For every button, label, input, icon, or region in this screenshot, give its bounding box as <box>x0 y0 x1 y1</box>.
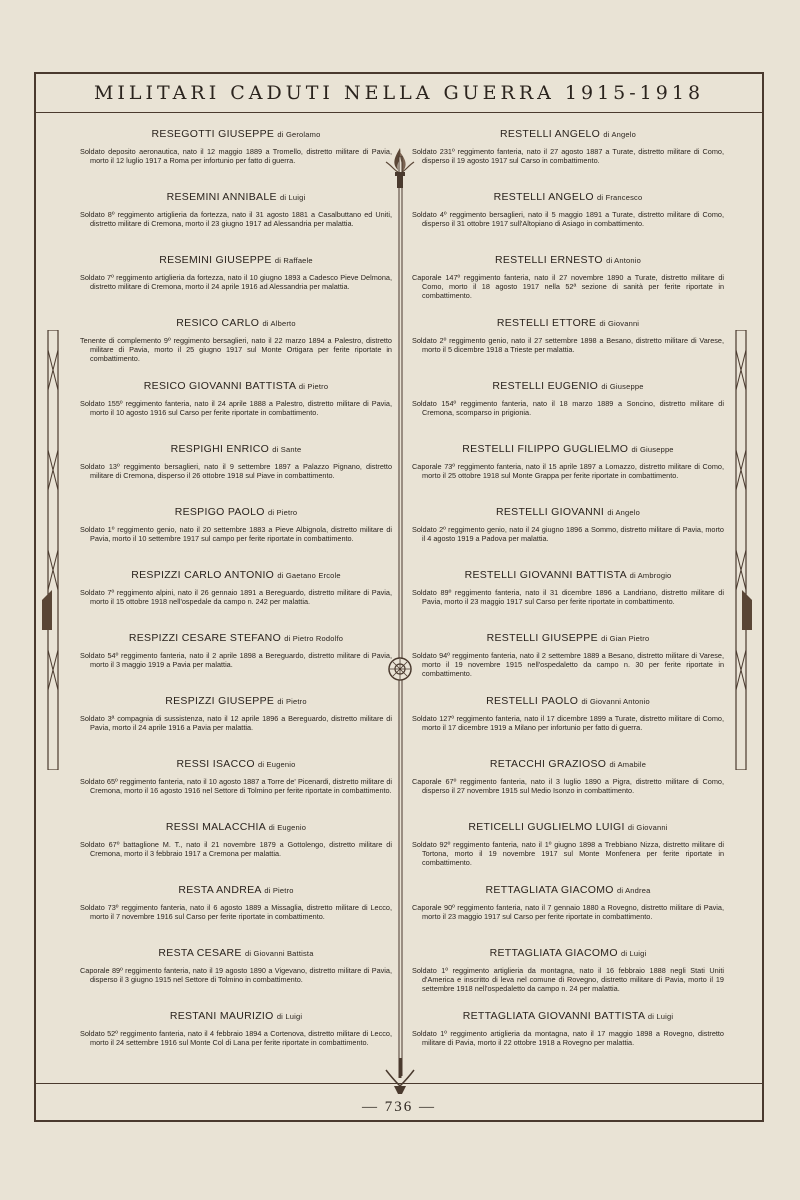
entry-description: Soldato 54º reggimento fanteria, nato il 2 aprile 1898 a Bereguardo, distretto militare di Pavia, morto il 3 maggio 1919 a Pavia per malattia. <box>80 651 392 669</box>
entry-description: Soldato 67º battaglione M. T., nato il 21 novembre 1879 a Gottolengo, distretto militare di Cremona, morto il 3 febbraio 1917 a Cremona per malattia. <box>80 840 392 858</box>
father-name: di Pietro <box>267 508 298 517</box>
entry <box>80 380 392 443</box>
father-name: di Luigi <box>279 193 306 202</box>
father-name: di Eugenio <box>258 760 296 769</box>
entry-description: Soldato 13º reggimento bersaglieri, nato il 9 settembre 1897 a Palazzo Pignano, distretto militare di Cremona, disperso il 26 ottobre 1918 sul Piave in combattimento. <box>80 462 392 480</box>
father-name: di Giovanni <box>599 319 640 328</box>
entry <box>412 191 724 254</box>
entry <box>412 1010 724 1073</box>
entry-description: Soldato 1º reggimento artiglieria da montagna, nato il 17 maggio 1898 a Rovegno, distretto militare di Pavia, morto il 22 ottobre 1918 a Rovegno per malattia. <box>412 1029 724 1047</box>
entry-name <box>412 821 724 833</box>
entry-description: Soldato 7º reggimento artiglieria da fortezza, nato il 10 giugno 1893 a Cadesco Pieve Delmona, distretto militare di Cremona, morto il 24 aprile 1916 ad Alessandria per malattia. <box>80 273 392 291</box>
entry-description: Caporale 147º reggimento fanteria, nato il 27 novembre 1890 a Turate, distretto militare di Como, morto il 18 agosto 1917 nella 52ª sezione di sanità per ferite riportate in combattimento. <box>412 273 724 300</box>
left-column <box>80 128 392 1073</box>
entry <box>80 128 392 191</box>
father-name: di Pietro Rodolfo <box>284 634 344 643</box>
entry-name <box>412 569 724 581</box>
soldier-name: RESICO CARLO <box>176 317 260 329</box>
soldier-name: RESPIZZI CARLO ANTONIO <box>131 569 275 581</box>
entry-name <box>80 947 392 959</box>
entry-description: Soldato 154º reggimento fanteria, nato il 18 marzo 1889 a Soncino, distretto militare di Cremona, scomparso in prigionia. <box>412 399 724 417</box>
soldier-name: RESTELLI GIUSEPPE <box>486 632 598 644</box>
entry-name <box>80 254 392 266</box>
entry <box>80 1010 392 1073</box>
entry <box>412 632 724 695</box>
entry-name <box>412 128 724 140</box>
entry-description: Caporale 89º reggimento fanteria, nato il 19 agosto 1890 a Vigevano, distretto militare di Pavia, disperso il 3 giugno 1915 nel Settore di Tolmino in combattimento. <box>80 966 392 984</box>
father-name: di Angelo <box>603 130 637 139</box>
entry-description: Soldato 1º reggimento genio, nato il 20 settembre 1883 a Pieve Albignola, distretto militare di Pavia, morto il 10 settembre 1917 sul campo per ferite riportate in combattimento. <box>80 525 392 543</box>
soldier-name: RESSI MALACCHIA <box>165 821 266 833</box>
entry <box>80 317 392 380</box>
entry-description: Soldato 2º reggimento genio, nato il 24 giugno 1896 a Sommo, distretto militare di Pavia, morto il 4 agosto 1919 a Padova per malattia. <box>412 525 724 543</box>
father-name: di Giovanni <box>627 823 668 832</box>
soldier-name: RETTAGLIATA GIACOMO <box>485 884 614 896</box>
left-fasces-ornament-icon <box>40 330 66 770</box>
entry <box>80 191 392 254</box>
entry <box>412 758 724 821</box>
entry <box>80 884 392 947</box>
soldier-name: RESPIGO PAOLO <box>174 506 265 518</box>
entry-description: Soldato 3ª compagnia di sussistenza, nato il 12 aprile 1896 a Bereguardo, distretto militare di Pavia, morto il 24 aprile 1916 a Pavia per malattia. <box>80 714 392 732</box>
entry-description: Soldato 2º reggimento genio, nato il 27 settembre 1898 a Besano, distretto militare di Varese, morto il 5 dicembre 1918 a Trieste per malattia. <box>412 336 724 354</box>
entry-description: Soldato 7º reggimento alpini, nato il 26 gennaio 1891 a Bereguardo, distretto militare di Pavia, morto il 15 ottobre 1918 nell'ospedale da campo n. 242 per malattia. <box>80 588 392 606</box>
entry-name <box>80 443 392 455</box>
father-name: di Gian Pietro <box>601 634 650 643</box>
entry-name <box>80 695 392 707</box>
entry-description: Soldato 52º reggimento fanteria, nato il 4 febbraio 1894 a Cortenova, distretto militare di Lecco, morto il 24 settembre 1916 sul Monte Col di Lana per ferite riportate in combattimento. <box>80 1029 392 1047</box>
father-name: di Eugenio <box>268 823 307 832</box>
entry-description: Soldato deposito aeronautica, nato il 12 maggio 1889 a Tromello, distretto militare di Pavia, morto il 12 luglio 1917 a Roma per infortunio per fatto di guerra. <box>80 147 392 165</box>
entry-description: Soldato 231º reggimento fanteria, nato il 27 agosto 1887 a Turate, distretto militare di Como, disperso il 19 agosto 1917 sul Carso in combattimento. <box>412 147 724 165</box>
father-name: di Pietro <box>264 886 294 895</box>
center-divider <box>397 156 404 1076</box>
entry-name <box>80 569 392 581</box>
entry-name <box>80 821 392 833</box>
father-name: di Luigi <box>276 1012 303 1021</box>
soldier-name: RESEMINI GIUSEPPE <box>159 254 272 266</box>
soldier-name: RESTELLI ANGELO <box>493 191 594 203</box>
entry <box>80 947 392 1010</box>
entry-name <box>412 317 724 329</box>
father-name: di Angelo <box>607 508 641 517</box>
entry <box>80 506 392 569</box>
soldier-name: RESTELLI ANGELO <box>499 128 601 140</box>
entry-name <box>412 632 724 644</box>
father-name: di Andrea <box>616 886 651 895</box>
entry <box>80 443 392 506</box>
soldier-name: RESEGOTTI GIUSEPPE <box>151 128 275 140</box>
entry-name <box>412 695 724 707</box>
entry <box>412 506 724 569</box>
entry <box>80 695 392 758</box>
entry-description: Caporale 67º reggimento fanteria, nato il 3 luglio 1890 a Pigra, distretto militare di Como, disperso il 27 novembre 1915 sul Medio Isonzo in combattimento. <box>412 777 724 795</box>
entry <box>80 821 392 884</box>
entry <box>412 947 724 1010</box>
entry <box>80 254 392 317</box>
entry-name <box>412 254 724 266</box>
entry <box>412 695 724 758</box>
soldier-name: RESPIZZI GIUSEPPE <box>165 695 275 707</box>
entry-name <box>412 380 724 392</box>
entry <box>80 758 392 821</box>
soldier-name: RESTELLI FILIPPO GUGLIELMO <box>462 443 629 455</box>
entry-name <box>80 884 392 896</box>
entry <box>412 443 724 506</box>
entry-name <box>412 758 724 770</box>
soldier-name: RETTAGLIATA GIACOMO <box>489 947 618 959</box>
soldier-name: RETTAGLIATA GIOVANNI BATTISTA <box>462 1010 645 1022</box>
right-column <box>412 128 724 1073</box>
soldier-name: RESTELLI PAOLO <box>486 695 579 707</box>
entry-description: Soldato 8º reggimento artiglieria da fortezza, nato il 31 agosto 1881 a Casalbuttano ed Uniti, distretto militare di Cremona, morto il 23 giugno 1917 ad Alessandria per malattia. <box>80 210 392 228</box>
entry-name <box>412 884 724 896</box>
entry-name <box>80 1010 392 1022</box>
father-name: di Giovanni Battista <box>244 949 314 958</box>
father-name: di Antonio <box>606 256 642 265</box>
father-name: di Luigi <box>621 949 647 958</box>
entry-name <box>412 191 724 203</box>
entry-name <box>412 443 724 455</box>
entry-name <box>80 380 392 392</box>
entry-description: Soldato 89º reggimento fanteria, nato il 31 dicembre 1896 a Landriano, distretto militare di Pavia, morto il 23 maggio 1917 sul Carso per ferite riportate in combattimento. <box>412 588 724 606</box>
father-name: di Giovanni Antonio <box>581 697 650 706</box>
father-name: di Giuseppe <box>601 382 644 391</box>
father-name: di Ambrogio <box>629 571 672 580</box>
page-number: — 736 — <box>362 1099 436 1115</box>
footer-rule <box>36 1083 762 1084</box>
entry-name <box>80 632 392 644</box>
entry-description: Soldato 4º reggimento bersaglieri, nato il 5 maggio 1891 a Turate, distretto militare di Como, disperso il 31 ottobre 1917 sull'Altopiano di Asiago in combattimento. <box>412 210 724 228</box>
soldier-name: RESICO GIOVANNI BATTISTA <box>143 380 296 392</box>
entry-description: Soldato 94º reggimento fanteria, nato il 2 settembre 1889 a Besano, distretto militare di Varese, morto il 19 novembre 1915 nell'ospedaletto da campo n. 30 per ferite riportate in combattimento. <box>412 651 724 678</box>
entry-name <box>80 128 392 140</box>
father-name: di Giuseppe <box>631 445 674 454</box>
entry-description: Caporale 73º reggimento fanteria, nato il 15 aprile 1897 a Lomazzo, distretto militare di Como, morto il 25 ottobre 1918 sul Monte Grappa per ferite riportate in combattimento. <box>412 462 724 480</box>
soldier-name: RESEMINI ANNIBALE <box>166 191 277 203</box>
father-name: di Raffaele <box>274 256 313 265</box>
page-title: MILITARI CADUTI NELLA GUERRA 1915-1918 <box>93 82 705 104</box>
right-fasces-ornament-icon <box>728 330 754 770</box>
soldier-name: RESSI ISACCO <box>176 758 255 770</box>
entry-description: Caporale 90º reggimento fanteria, nato il 7 gennaio 1880 a Rovegno, distretto militare di Pavia, morto il 23 maggio 1917 sul Carso per ferite riportate in combattimento. <box>412 903 724 921</box>
father-name: di Luigi <box>647 1012 674 1021</box>
entry-description: Soldato 92º reggimento fanteria, nato il 1º giugno 1898 a Trebbiano Nizza, distretto militare di Tortona, morto il 19 novembre 1917 sul Monte Monfenera per ferite riportate in combattimento. <box>412 840 724 867</box>
entry-name <box>412 506 724 518</box>
soldier-name: RESTELLI GIOVANNI BATTISTA <box>464 569 627 581</box>
father-name: di Gaetano Ercole <box>277 571 341 580</box>
father-name: di Francesco <box>597 193 643 202</box>
entry-name <box>80 191 392 203</box>
soldier-name: RESTELLI ETTORE <box>496 317 597 329</box>
entry <box>412 821 724 884</box>
entry <box>412 317 724 380</box>
header-rule <box>36 112 762 113</box>
entry-name <box>80 317 392 329</box>
soldier-name: RESTELLI EUGENIO <box>492 380 599 392</box>
entry-name <box>412 1010 724 1022</box>
father-name: di Pietro <box>298 382 329 391</box>
entry <box>412 128 724 191</box>
entry-description: Soldato 73º reggimento fanteria, nato il 6 agosto 1889 a Missaglia, distretto militare di Lecco, morto il 7 novembre 1916 sul Carso per ferite riportate in combattimento. <box>80 903 392 921</box>
father-name: di Amabile <box>609 760 647 769</box>
soldier-name: RESTANI MAURIZIO <box>169 1010 274 1022</box>
entry <box>80 569 392 632</box>
entry-description: Soldato 1º reggimento artiglieria da montagna, nato il 16 febbraio 1888 negli Stati Uniti d'America e inscritto di leva nel comune di Rovegno, distretto militare di Pavia, morto il 19 settembre 1918 nell'ospedaletto da campo n. 24 per malattia. <box>412 966 724 993</box>
father-name: di Gerolamo <box>277 130 321 139</box>
entry <box>412 884 724 947</box>
soldier-name: RESTELLI ERNESTO <box>494 254 603 266</box>
entry <box>412 569 724 632</box>
soldier-name: RETICELLI GUGLIELMO LUIGI <box>468 821 625 833</box>
page-frame <box>34 72 764 1122</box>
father-name: di Pietro <box>277 697 307 706</box>
soldier-name: RESPIGHI ENRICO <box>170 443 270 455</box>
entry-description: Soldato 155º reggimento fanteria, nato il 24 aprile 1888 a Palestro, distretto militare di Pavia, morto il 10 agosto 1916 sul Carso per ferite riportate in combattimento. <box>80 399 392 417</box>
entry-description: Tenente di complemento 9º reggimento bersaglieri, nato il 22 marzo 1894 a Palestro, distretto militare di Pavia, morto il 25 giugno 1917 sul Monte Ortigara per ferite riportate in combattimento. <box>80 336 392 363</box>
soldier-name: RESPIZZI CESARE STEFANO <box>128 632 282 644</box>
soldier-name: RESTA CESARE <box>158 947 242 959</box>
entry <box>80 632 392 695</box>
entry-name <box>80 758 392 770</box>
entry-name <box>80 506 392 518</box>
father-name: di Sante <box>272 445 302 454</box>
entry <box>412 254 724 317</box>
entry-name <box>412 947 724 959</box>
soldier-name: RESTELLI GIOVANNI <box>495 506 605 518</box>
entry-description: Soldato 127º reggimento fanteria, nato il 17 dicembre 1899 a Turate, distretto militare di Como, morto il 17 dicembre 1919 a Milano per infortunio per fatto di guerra. <box>412 714 724 732</box>
soldier-name: RESTA ANDREA <box>178 884 262 896</box>
entry-description: Soldato 65º reggimento fanteria, nato il 10 agosto 1887 a Torre de' Picenardi, distretto militare di Cremona, morto il 16 agosto 1916 nel Settore di Tolmino per ferite riportate in combattimento. <box>80 777 392 795</box>
entry <box>412 380 724 443</box>
soldier-name: RETACCHI GRAZIOSO <box>489 758 607 770</box>
father-name: di Alberto <box>262 319 296 328</box>
